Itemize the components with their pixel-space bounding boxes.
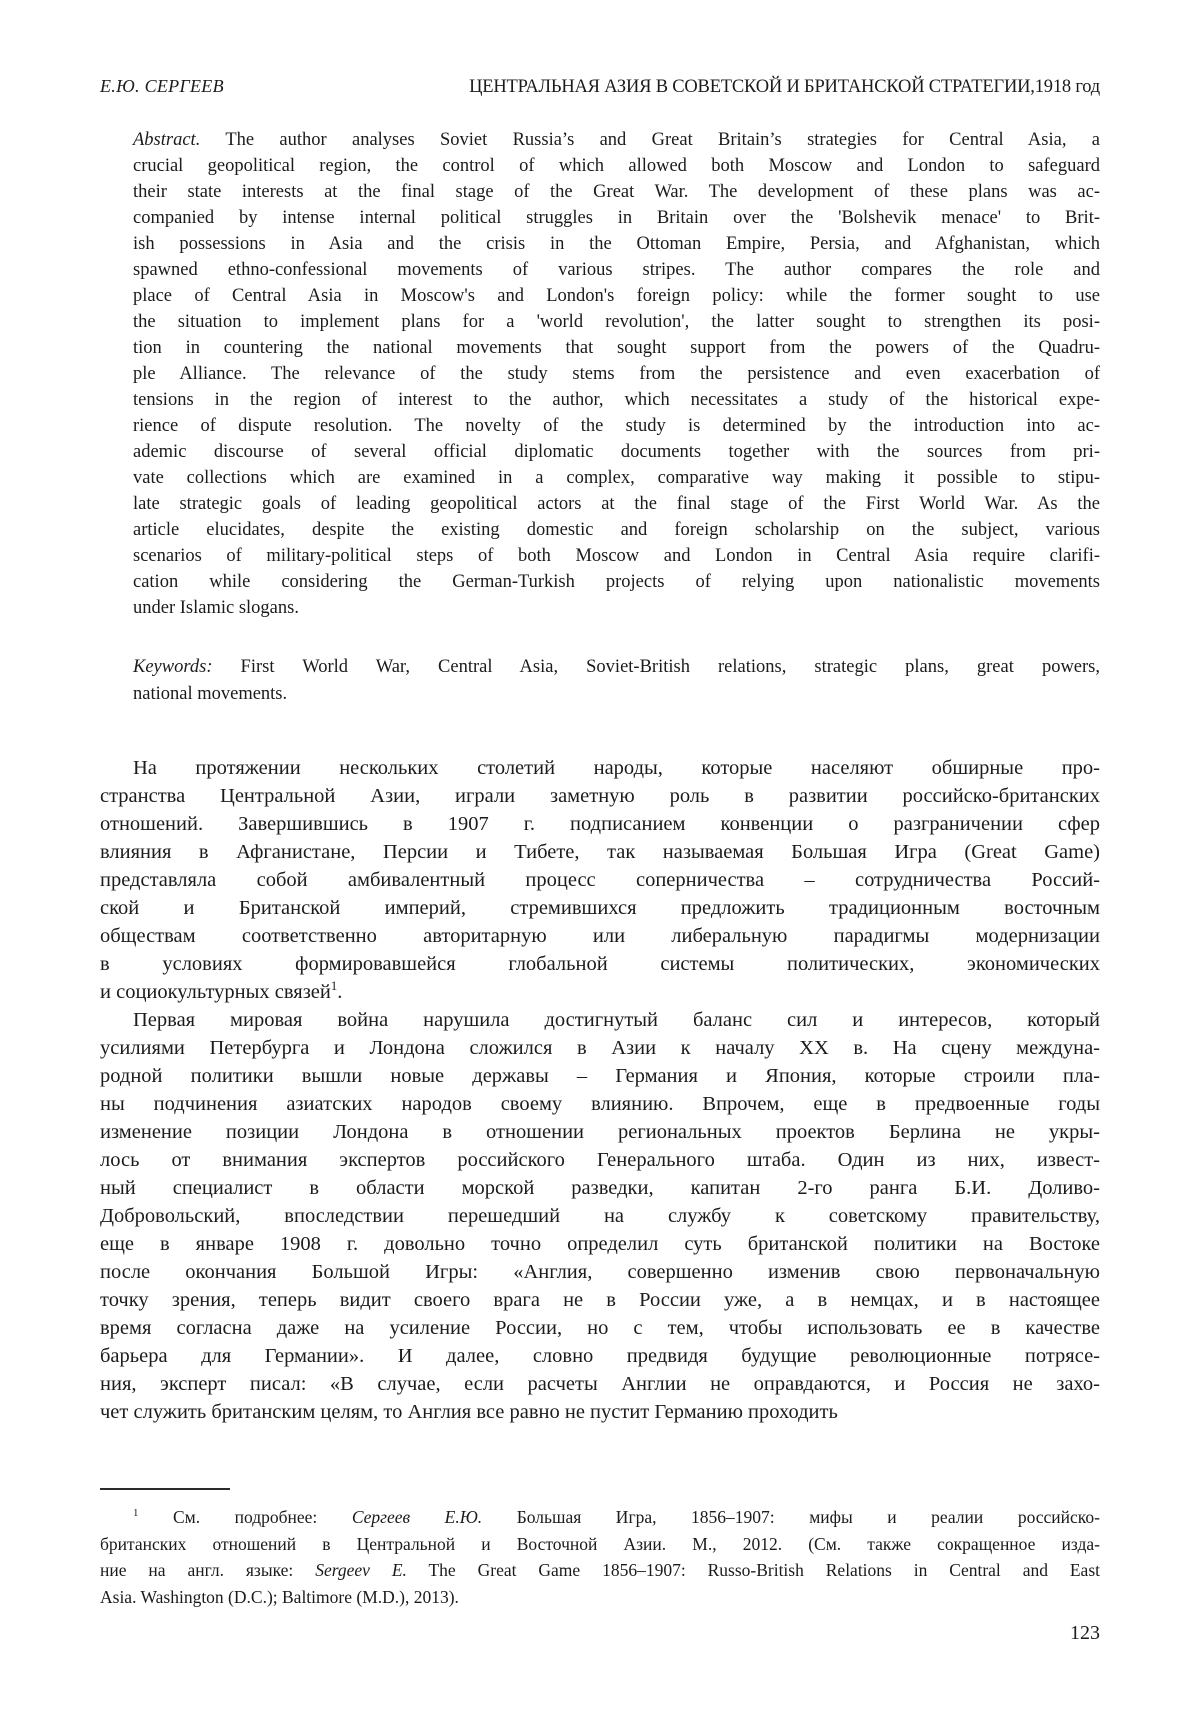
text-line: чет служить британским целям, то Англия все равно не пустит Германию проходить xyxy=(100,1401,838,1423)
text-line: article elucidates, despite the existing domestic and foreign scholarship on the subject, various xyxy=(133,520,1100,540)
text-line: scenarios of military-political steps of both Moscow and London in Central Asia require clarifi- xyxy=(133,546,1100,566)
text-line: their state interests at the final stage of the Great War. The development of these plans was ac- xyxy=(133,182,1100,202)
text-line: tion in countering the national movements that sought support from the powers of the Quadru- xyxy=(133,338,1100,358)
text-line: spawned ethno-confessional movements of various stripes. The author compares the role and xyxy=(133,260,1100,280)
text-line: companied by intense internal political struggles in Britain over the 'Bolshevik menace' to Brit- xyxy=(133,208,1100,228)
text-line: точку зрения, теперь видит своего врага не в России уже, а в немцах, и в настоящее xyxy=(100,1289,1100,1311)
text-line: отношений. Завершившись в 1907 г. подписанием конвенции о разграничении сфер xyxy=(100,813,1100,835)
text-line: еще в январе 1908 г. довольно точно определил суть британской политики на Востоке xyxy=(100,1233,1100,1255)
text-line: ish possessions in Asia and the crisis in the Ottoman Empire, Persia, and Afghanistan, which xyxy=(133,234,1100,254)
keywords-section xyxy=(133,654,1100,708)
text-line: усилиями Петербурга и Лондона сложился в Азии к началу XX в. На сцену междуна- xyxy=(100,1037,1100,1059)
text-line: время согласна даже на усиление России, но с тем, чтобы использовать ее в качестве xyxy=(100,1317,1100,1339)
text-line: влияния в Афганистане, Персии и Тибете, так называемая Большая Игра (Great Game) xyxy=(100,841,1100,863)
text-line: national movements. xyxy=(133,684,288,704)
text-line: late strategic goals of leading geopolitical actors at the final stage of the First World War. As the xyxy=(133,494,1100,514)
text-line: $^1$ См. подробнее: Сергеев Е.Ю. Большая Игра, 1856–1907: мифы и реалии российско- xyxy=(133,1507,1100,1527)
text-line: барьера для Германии». И далее, словно предвидя будущие революционные потрясе- xyxy=(100,1345,1100,1367)
text-line: Keywords: First World War, Central Asia, Soviet-British relations, strategic plans, great powers, xyxy=(133,657,1100,677)
text-line: родной политики вышли новые державы – Германия и Япония, которые строили пла- xyxy=(100,1065,1100,1087)
text-line: rience of dispute resolution. The novelty of the study is determined by the introduction into ac- xyxy=(133,416,1100,436)
text-line: crucial geopolitical region, the control of which allowed both Moscow and London to safeguard xyxy=(133,156,1100,176)
text-line: tensions in the region of interest to the author, which necessitates a study of the historical expe- xyxy=(133,390,1100,410)
text-line: На протяжении нескольких столетий народы, которые населяют обширные про- xyxy=(133,757,1100,779)
footnote-divider-rule xyxy=(100,1488,230,1490)
text-line: лось от внимания экспертов российского Генерального штаба. Один из них, извест- xyxy=(100,1149,1100,1171)
running-header-author: Е.Ю. СЕРГЕЕВ xyxy=(100,76,224,96)
text-line: Добровольский, впоследствии перешедший на службу к советскому правительству, xyxy=(100,1205,1100,1227)
text-line: under Islamic slogans. xyxy=(133,598,299,618)
text-line: представляла собой амбивалентный процесс соперничества – сотрудничества Россий- xyxy=(100,869,1100,891)
text-line: изменение позиции Лондона в отношении региональных проектов Берлина не укры- xyxy=(100,1121,1100,1143)
abstract-section xyxy=(133,127,1100,621)
running-header xyxy=(100,76,1100,98)
text-line: в условиях формировавшейся глобальной системы политических, экономических xyxy=(100,953,1100,975)
running-header-title: ЦЕНТРАЛЬНАЯ АЗИЯ В СОВЕТСКОЙ И БРИТАНСКОЙ СТРАТЕГИИ,1918 год xyxy=(469,77,1100,97)
text-line: cation while considering the German-Turkish projects of relying upon nationalistic movements xyxy=(133,572,1100,592)
text-line: после окончания Большой Игры: «Англия, совершенно изменив свою первоначальную xyxy=(100,1261,1100,1283)
text-line: ademic discourse of several official diplomatic documents together with the sources from pri- xyxy=(133,442,1100,462)
text-line: Abstract. The author analyses Soviet Russia’s and Great Britain’s strategies for Central Asia, a xyxy=(133,130,1100,150)
footnote-text xyxy=(100,1504,1100,1610)
text-line: странства Центральной Азии, играли заметную роль в развитии российско-британских xyxy=(100,785,1100,807)
text-line: британских отношений в Центральной и Восточной Азии. М., 2012. (См. также сокращенное изда- xyxy=(100,1533,1100,1554)
text-line: place of Central Asia in Moscow's and London's foreign policy: while the former sought to use xyxy=(133,286,1100,306)
text-line: vate collections which are examined in a complex, comparative way making it possible to stipu- xyxy=(133,468,1100,488)
text-line: the situation to implement plans for a 'world revolution', the latter sought to strengthen its posi- xyxy=(133,312,1100,332)
body-paragraph-1 xyxy=(100,754,1100,1006)
text-line: ние на англ. языке: Sergeev E. The Great Game 1856–1907: Russo-British Relations in Central and East xyxy=(100,1560,1100,1580)
text-line: обществам соответственно авторитарную или либеральную парадигмы модернизации xyxy=(100,925,1100,947)
body-paragraph-2 xyxy=(100,1006,1100,1426)
text-line: ской и Британской империй, стремившихся предложить традиционным восточным xyxy=(100,897,1100,919)
text-line: Asia. Washington (D.C.); Baltimore (M.D.), 2013). xyxy=(100,1586,459,1607)
text-line: Первая мировая война нарушила достигнутый баланс сил и интересов, который xyxy=(133,1009,1100,1031)
page-number: 123 xyxy=(1070,1622,1100,1644)
text-line: ны подчинения азиатских народов своему влиянию. Впрочем, еще в предвоенные годы xyxy=(100,1093,1100,1115)
text-line: и социокультурных связей$^1$. xyxy=(100,979,343,1003)
text-line: ния, эксперт писал: «В случае, если расчеты Англии не оправдаются, и Россия не захо- xyxy=(100,1373,1100,1395)
text-line: ный специалист в области морской разведки, капитан 2-го ранга Б.И. Доливо- xyxy=(100,1177,1100,1199)
text-line: ple Alliance. The relevance of the study stems from the persistence and even exacerbation of xyxy=(133,364,1100,384)
